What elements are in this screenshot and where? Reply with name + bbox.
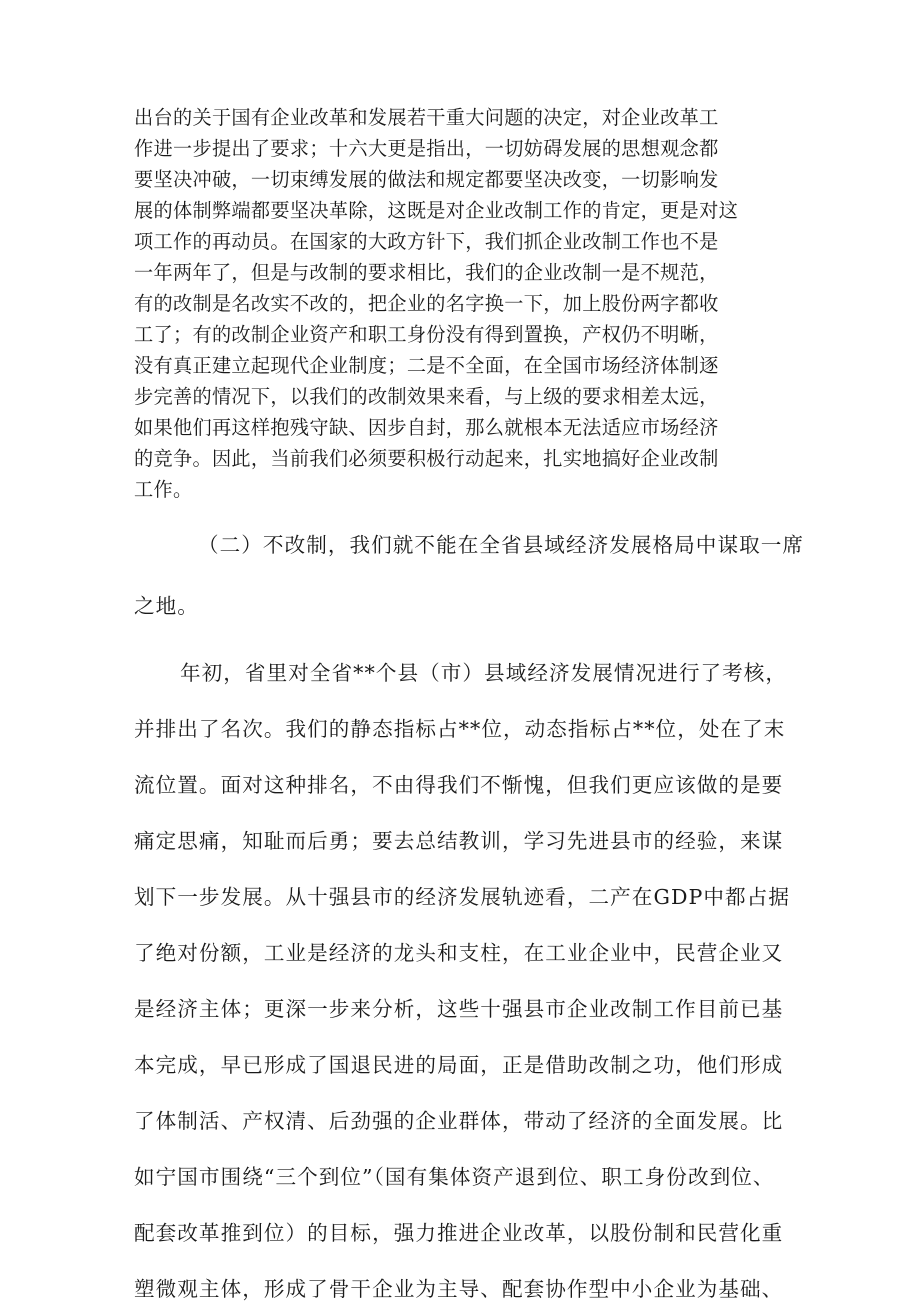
paragraph-line: 有的改制是名改实不改的，把企业的名字换一下，加上股份两字都收 [134,292,719,315]
paragraph-line: 没有真正建立起现代企业制度；二是不全面，在全国市场经济体制逐 [134,354,719,377]
paragraph-line: 出台的关于国有企业改革和发展若干重大问题的决定，对企业改革工 [134,106,719,129]
paragraph-line: 并排出了名次。我们的静态指标占**位，动态指标占**位，处在了末 [134,717,786,741]
paragraph-line: 展的体制弊端都要坚决革除，这既是对企业改制工作的肯定，更是对这 [134,199,739,222]
paragraph-line: 痛定思痛，知耻而后勇；要去总结教训，学习先进县市的经验，来谋 [134,829,784,853]
paragraph-line: 作进一步提出了要求；十六大更是指出，一切妨碍发展的思想观念都 [134,137,719,160]
paragraph-line: 如宁国市围绕“三个到位”（国有集体资产退到位、职工身份改到位、 [134,1165,775,1189]
paragraph-line: 一年两年了，但是与改制的要求相比，我们的企业改制一是不规范， [134,261,719,284]
paragraph-line: 流位置。面对这种排名，不由得我们不惭愧，但我们更应该做的是要 [134,773,784,797]
paragraph-line: 塑微观主体，形成了骨干企业为主导、配套协作型中小企业为基础、 [134,1277,784,1301]
paragraph-line: 了绝对份额，工业是经济的龙头和支柱，在工业企业中，民营企业又 [134,941,784,965]
paragraph-line: 配套改革推到位）的目标，强力推进企业改革，以股份制和民营化重 [134,1221,784,1245]
paragraph-line: 如果他们再这样抱残守缺、因步自封，那么就根本无法适应市场经济 [134,416,719,439]
paragraph-line: 本完成，早已形成了国退民进的局面，正是借助改制之功，他们形成 [134,1053,784,1077]
paragraph-line: 了体制活、产权清、后劲强的企业群体，带动了经济的全面发展。比 [134,1109,784,1133]
paragraph-line: 划下一步发展。从十强县市的经济发展轨迹看，二产在GDP中都占据 [134,885,790,909]
section-heading-line: （二）不改制，我们就不能在全省县域经济发展格局中谋取一席 [198,533,805,557]
paragraph-line: 要坚决冲破，一切束缚发展的做法和规定都要坚决改变，一切影响发 [134,168,719,191]
paragraph-line: 项工作的再动员。在国家的大政方针下，我们抓企业改制工作也不是 [134,230,719,253]
paragraph-line: 步完善的情况下，以我们的改制效果来看，与上级的要求相差太远， [134,385,719,408]
paragraph-line: 工作。 [134,478,193,501]
paragraph-line: 工了；有的改制企业资产和职工身份没有得到置换，产权仍不明晰， [134,323,719,346]
paragraph-line: 的竞争。因此，当前我们必须要积极行动起来，扎实地搞好企业改制 [134,447,719,470]
paragraph-line: 年初，省里对全省**个县（市）县域经济发展情况进行了考核， [180,661,788,685]
section-heading-line: 之地。 [134,594,199,618]
paragraph-line: 是经济主体；更深一步来分析，这些十强县市企业改制工作目前已基 [134,997,784,1021]
